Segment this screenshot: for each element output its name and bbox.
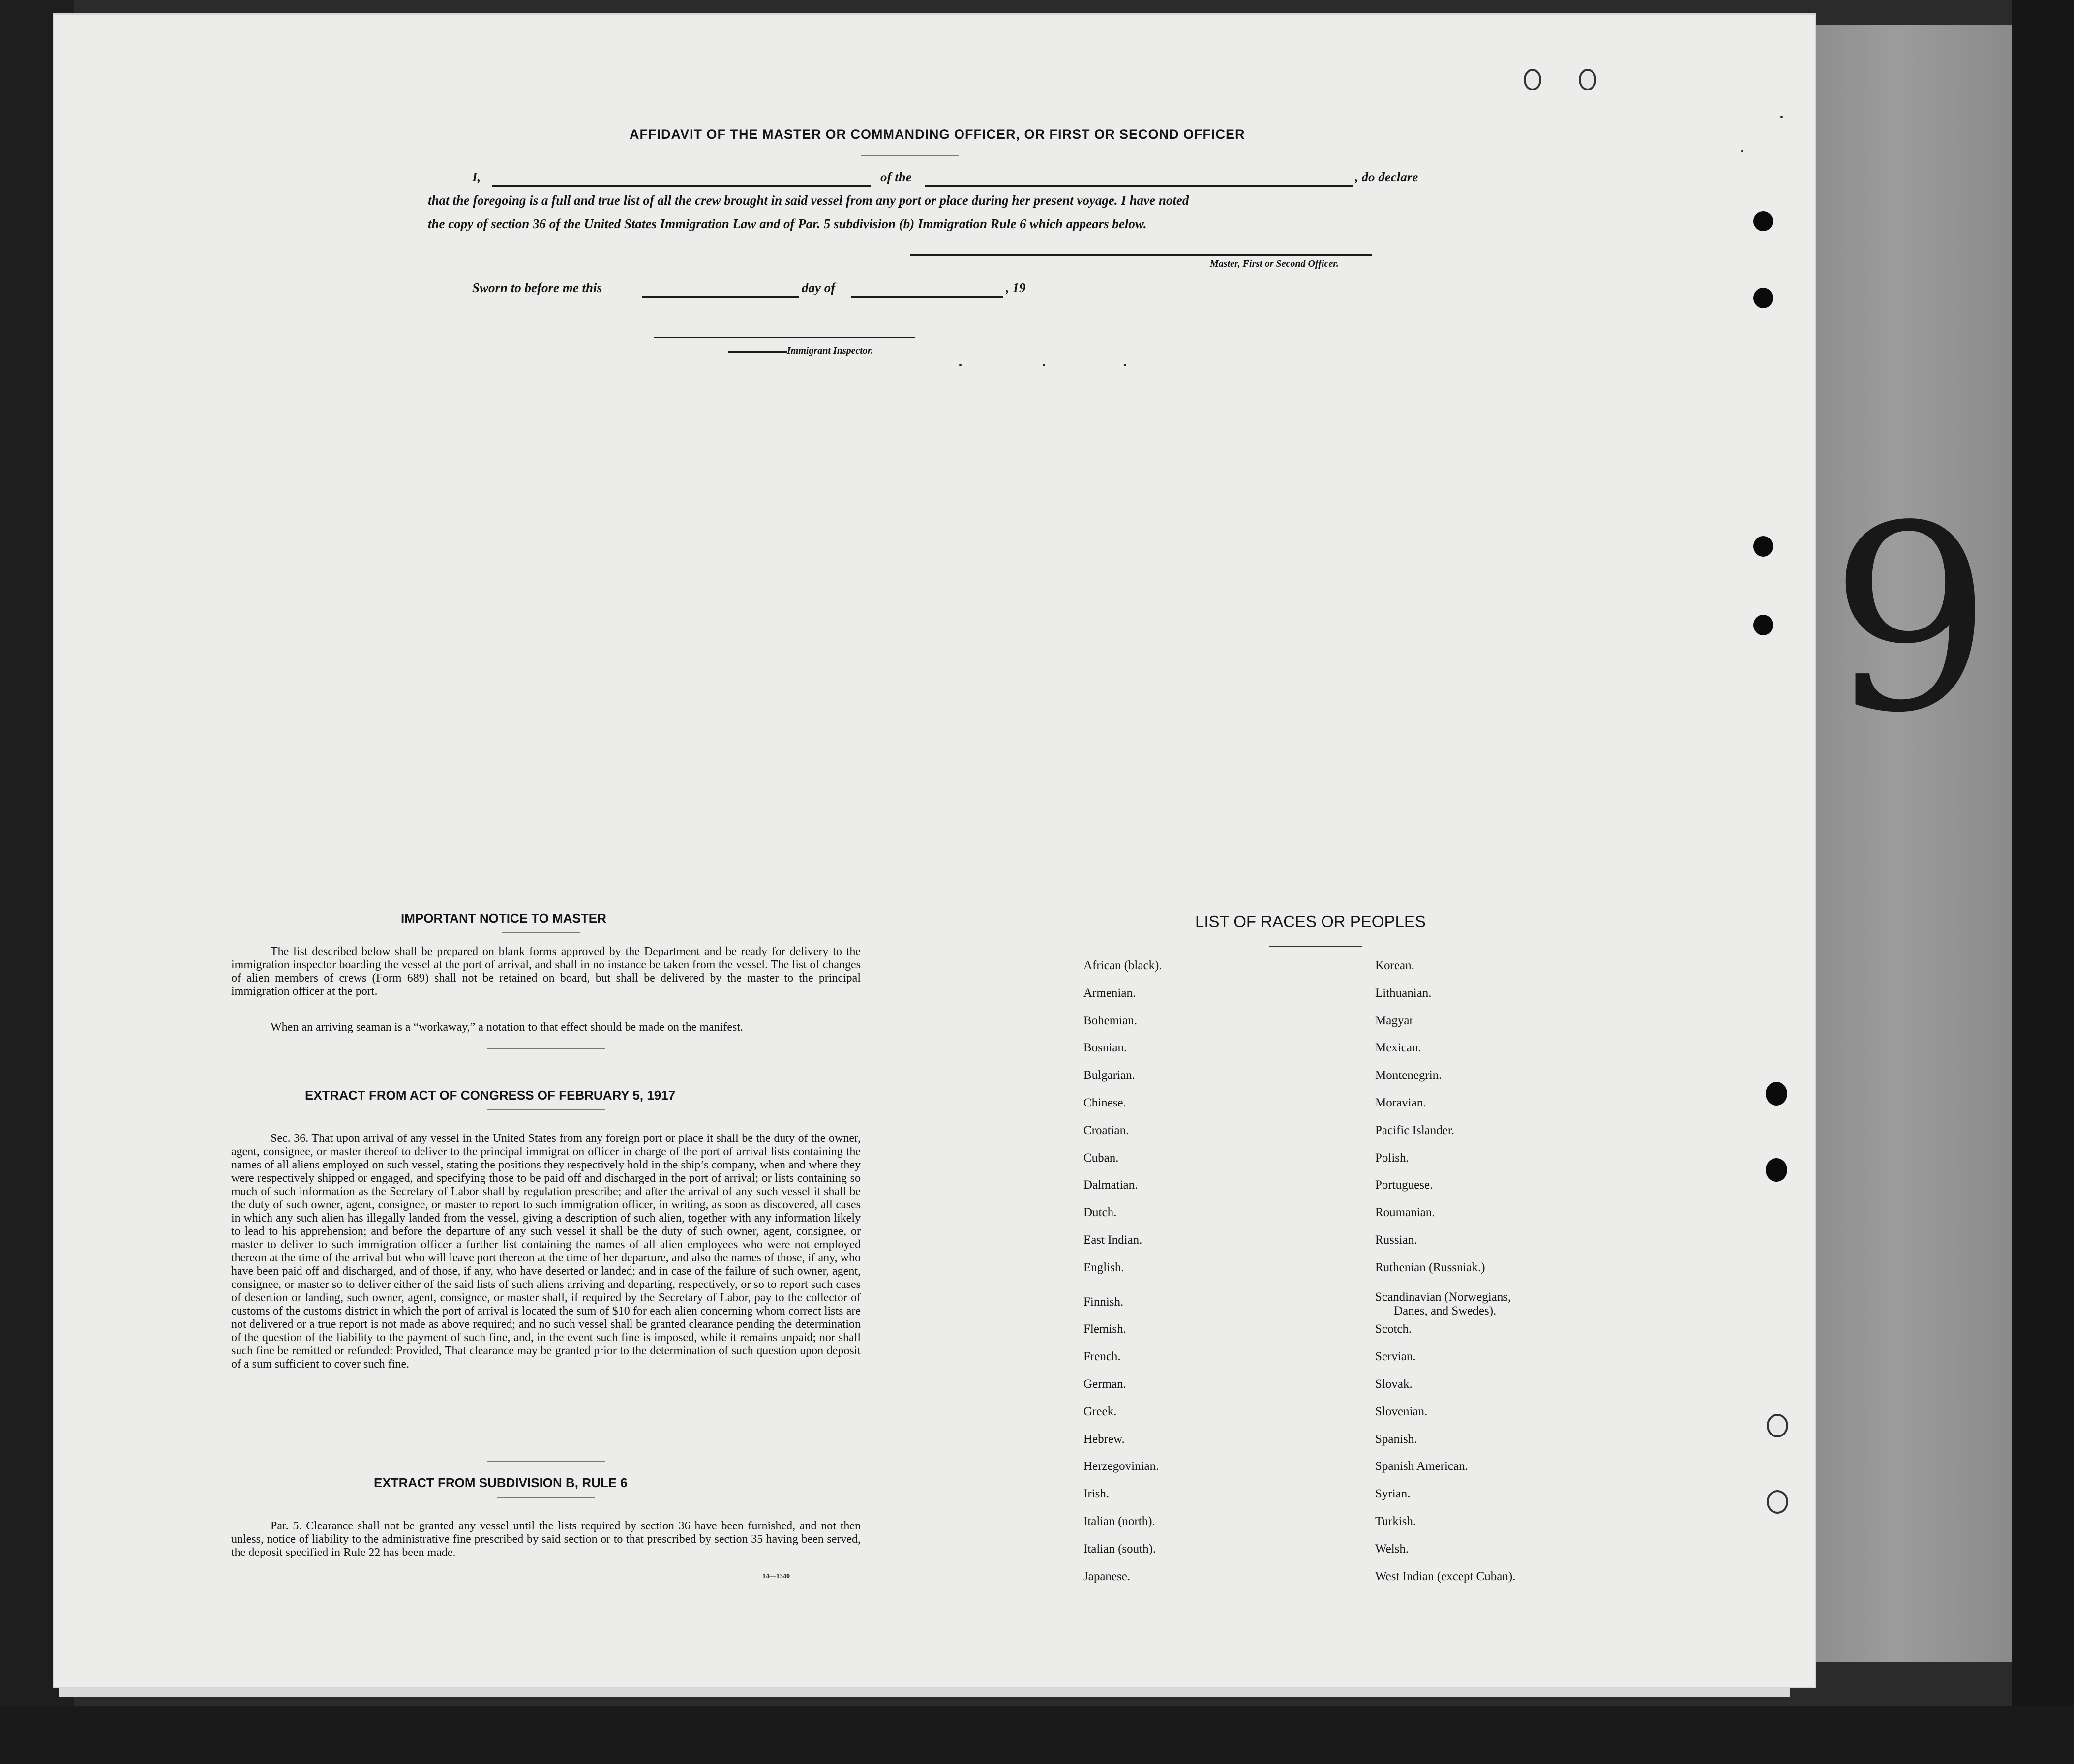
binder-hole-icon xyxy=(1579,69,1596,90)
affidavit-line-2: that the foregoing is a full and true list of all the crew brought in said vessel from any port or place during her present voyage. I have noted xyxy=(428,193,1189,208)
master-signature-line[interactable] xyxy=(910,254,1372,256)
scan-border-bottom xyxy=(0,1706,2074,1764)
race-item: Dalmatian. xyxy=(1083,1178,1138,1192)
rule-extract-rule xyxy=(497,1497,595,1498)
notice-heading: IMPORTANT NOTICE TO MASTER xyxy=(401,911,606,926)
sworn-month-blank[interactable] xyxy=(851,296,1003,298)
race-item: Italian (south). xyxy=(1083,1542,1156,1555)
act-extract-heading: EXTRACT FROM ACT OF CONGRESS OF FEBRUARY 5, 1917 xyxy=(305,1088,676,1103)
race-item: Turkish. xyxy=(1375,1515,1416,1528)
race-item: Roumanian. xyxy=(1375,1206,1435,1219)
race-item: Finnish. xyxy=(1083,1295,1124,1309)
scan-speck xyxy=(1741,150,1743,152)
race-item: Cuban. xyxy=(1083,1151,1119,1165)
race-item: East Indian. xyxy=(1083,1233,1142,1247)
binder-hole-icon xyxy=(1766,1082,1787,1106)
race-item: Hebrew. xyxy=(1083,1433,1125,1446)
race-item: African (black). xyxy=(1083,959,1162,972)
scan-speck xyxy=(959,364,962,366)
notice-end-rule xyxy=(487,1048,605,1049)
race-item: Montenegrin. xyxy=(1375,1069,1442,1082)
race-item: Croatian. xyxy=(1083,1124,1129,1137)
race-item: West Indian (except Cuban). xyxy=(1375,1570,1516,1583)
race-item: Pacific Islander. xyxy=(1375,1124,1455,1137)
binder-hole-icon xyxy=(1766,1158,1787,1182)
affidavit-of-the-label: of the xyxy=(880,170,912,184)
race-item: Polish. xyxy=(1375,1151,1409,1165)
act-extract-body: Sec. 36. That upon arrival of any vessel in the United States from any foreign port or place it shall be the duty of the owner, agent, consignee, or master thereof to deliver to the principal immigration officer in charge of the port of arrival lists containing the names of all aliens employed on such vessel, stating the positions they respectively hold in the ship’s company, when and where they were respectively shipped or engaged, and specifying those to be paid off and discharged in the port of arrival; or lists containing so much of such information as the Secretary of Labor shall by regulation prescribe; and after the arrival of any such vessel it shall be the duty of such owner, agent, consignee, or master to report to such immigration officer, in writing, as soon as discovered, all cases in which any such alien has illegally landed from the vessel, giving a description of such alien, together with any information likely to lead to his apprehension; and before the departure of any such vessel it shall be the duty of such owner, agent, consignee, or master to deliver to such immigration officer a further list containing the names of all alien employees who were not employed thereon at the time of the arrival but who will leave port thereon at the time of her departure, and also the names of those, if any, who have been paid off and discharged, and of those, if any, who have deserted or landed; and in case of the failure of such owner, agent, consignee, or master so to deliver either of the said lists of such aliens arriving and departing, respectively, or so to report such cases of desertion or landing, such owner, agent, consignee, or master shall, if required by the Secretary of Labor, pay to the collector of customs of the customs district in which the port of arrival is located the sum of $10 for each alien concerning whom correct lists are not delivered or a true report is not made as above required; and no such vessel shall be granted clearance pending the determination of the question of the liability to the payment of such fine, and, in the event such fine is imposed, while it remains unpaid; nor shall such fine be remitted or refunded: Provided, That clearance may be granted prior to the determination of such question upon deposit of a sum sufficient to cover such fine. xyxy=(231,1132,861,1371)
race-item: Japanese. xyxy=(1083,1570,1131,1583)
name-blank[interactable] xyxy=(492,185,871,187)
inspector-label-wrap xyxy=(728,345,873,357)
race-item: Bulgarian. xyxy=(1083,1069,1135,1082)
race-item: Mexican. xyxy=(1375,1041,1421,1054)
sworn-prefix: Sworn to before me this xyxy=(472,280,602,295)
inspector-signature-line[interactable] xyxy=(654,337,915,338)
race-item: Chinese. xyxy=(1083,1096,1126,1109)
race-item: German. xyxy=(1083,1377,1126,1391)
race-item: Ruthenian (Russniak.) xyxy=(1375,1261,1485,1274)
race-item: Scotch. xyxy=(1375,1322,1412,1336)
race-item: Spanish American. xyxy=(1375,1460,1468,1473)
race-item: Slovenian. xyxy=(1375,1405,1428,1418)
binder-hole-icon xyxy=(1753,211,1773,231)
race-item: Flemish. xyxy=(1083,1322,1126,1336)
notice-paragraph-1: The list described below shall be prepared on blank forms approved by the Department and be ready for delivery to the immigration inspector boarding the vessel at the port of arrival, and shall in no instance be taken from the vessel. The list of changes of alien members of crews (Form 689) shall not be retained on board, but shall be delivered by the master to the principal immigration officer at the port. xyxy=(231,945,861,998)
binder-hole-icon xyxy=(1524,69,1541,90)
rule-extract-body: Par. 5. Clearance shall not be granted any vessel until the lists required by section 36 have been furnished, and not then unless, notice of liability to the administrative fine prescribed by said section or to that prescribed by section 35 having been served, the deposit specified in Rule 22 has been made. xyxy=(231,1520,861,1559)
races-title-rule xyxy=(1269,946,1362,947)
race-item: Spanish. xyxy=(1375,1433,1417,1446)
scan-speck xyxy=(1124,364,1126,366)
race-item: Dutch. xyxy=(1083,1206,1117,1219)
race-item: Korean. xyxy=(1375,959,1414,972)
race-item: Lithuanian. xyxy=(1375,987,1432,1000)
affidavit-i-label: I, xyxy=(472,170,481,184)
binder-hole-icon xyxy=(1753,536,1773,557)
binder-hole-icon xyxy=(1753,615,1773,635)
sworn-day-of: day of xyxy=(802,280,836,295)
race-item: Magyar xyxy=(1375,1014,1413,1027)
binder-hole-icon xyxy=(1767,1490,1788,1514)
race-item: Russian. xyxy=(1375,1233,1417,1247)
act-extract-rule xyxy=(487,1109,605,1110)
race-item: French. xyxy=(1083,1350,1121,1363)
races-title: LIST OF RACES OR PEOPLES xyxy=(1195,912,1426,930)
document-page xyxy=(54,15,1815,1687)
notice-rule xyxy=(502,932,580,933)
binder-hole-icon xyxy=(1753,288,1773,308)
rule-extract-heading: EXTRACT FROM SUBDIVISION B, RULE 6 xyxy=(374,1475,628,1490)
race-item: Welsh. xyxy=(1375,1542,1409,1555)
margin-stamp-number: 9 xyxy=(1830,471,1992,769)
form-number: 14—1340 xyxy=(762,1573,790,1580)
race-item: Scandinavian (Norwegians, xyxy=(1375,1290,1511,1304)
race-item: Slovak. xyxy=(1375,1377,1413,1391)
inspector-label-lead-rule xyxy=(728,351,787,353)
vessel-blank[interactable] xyxy=(925,185,1353,187)
notice-paragraph-2: When an arriving seaman is a “workaway,” a notation to that effect should be made on the manifest. xyxy=(271,1021,743,1034)
race-item: Bosnian. xyxy=(1083,1041,1127,1054)
affidavit-title: AFFIDAVIT OF THE MASTER OR COMMANDING OFFICER, OR FIRST OR SECOND OFFICER xyxy=(630,127,1245,142)
race-item: English. xyxy=(1083,1261,1124,1274)
master-signature-label: Master, First or Second Officer. xyxy=(1210,258,1339,269)
affidavit-do-declare-label: , do declare xyxy=(1355,170,1418,184)
inspector-label: Immigrant Inspector. xyxy=(787,345,873,356)
race-item: Herzegovinian. xyxy=(1083,1460,1159,1473)
scan-speck xyxy=(1780,116,1783,118)
race-item: Greek. xyxy=(1083,1405,1117,1418)
binder-hole-icon xyxy=(1767,1414,1788,1437)
title-rule xyxy=(861,155,959,156)
race-item: Bohemian. xyxy=(1083,1014,1138,1027)
sworn-year: , 19 xyxy=(1006,280,1026,295)
race-item: Italian (north). xyxy=(1083,1515,1155,1528)
sworn-day-blank[interactable] xyxy=(642,296,799,298)
affidavit-line-3: the copy of section 36 of the United States Immigration Law and of Par. 5 subdivision (b) Immigration Rule 6 which appears below. xyxy=(428,216,1147,231)
race-item: Syrian. xyxy=(1375,1487,1411,1500)
race-item: Portuguese. xyxy=(1375,1178,1433,1192)
race-item: Armenian. xyxy=(1083,987,1136,1000)
race-item: Servian. xyxy=(1375,1350,1416,1363)
scan-page-edge-grey xyxy=(1815,25,2016,1662)
scan-border-right xyxy=(2012,0,2074,1764)
race-item: Moravian. xyxy=(1375,1096,1426,1109)
sworn-line xyxy=(472,280,1161,300)
race-item-continuation: Danes, and Swedes). xyxy=(1394,1304,1497,1317)
act-extract-end-rule xyxy=(487,1461,605,1462)
scan-speck xyxy=(1043,364,1045,366)
affidavit-line-1 xyxy=(472,170,1456,189)
race-item: Irish. xyxy=(1083,1487,1110,1500)
